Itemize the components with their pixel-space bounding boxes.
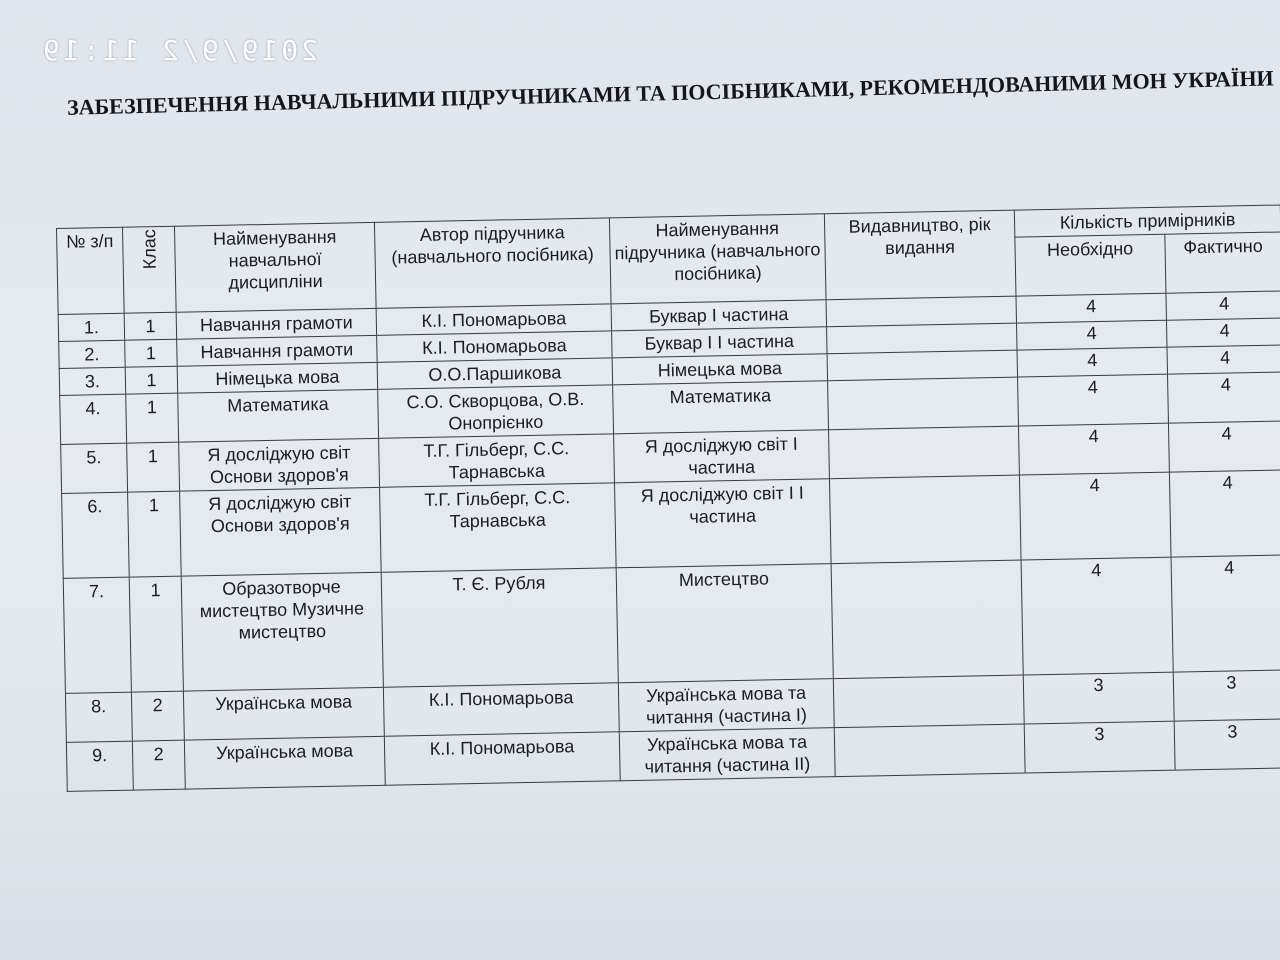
cell-discipline: Математика [178,389,379,442]
cell-discipline: Навчання грамоти [177,335,377,366]
cell-discipline: Образотворче мистецтво Музичне мистецтво [181,572,383,691]
cell-actual: 4 [1168,372,1280,423]
cell-num: 7. [63,577,131,693]
cell-actual: 4 [1168,421,1280,472]
cell-needed: 4 [1018,423,1169,475]
cell-needed: 3 [1023,672,1174,724]
cell-publisher [827,323,1017,354]
cell-publisher [826,296,1016,327]
textbook-table-wrapper [56,205,1280,792]
cell-needed: 4 [1017,320,1167,350]
cell-author: С.О. Скворцова, О.В. Онопрієнко [378,385,614,439]
cell-class: 1 [125,366,178,394]
cell-publisher [828,377,1019,430]
photo-timestamp: 2019/9/2 11:19 [40,34,319,67]
cell-textbook: Я досліджую світ І частина [614,430,830,483]
cell-num: 3. [59,367,126,395]
cell-needed: 4 [1016,293,1166,323]
cell-class: 1 [127,442,180,492]
header-textbook: Найменування підручника (навчального посібника) [609,214,826,304]
cell-author: Т. Є. Рубля [381,568,618,687]
cell-actual: 4 [1167,345,1280,374]
cell-needed: 3 [1024,721,1175,773]
header-author: Автор підручника (навчального посібника) [374,218,611,308]
cell-author: К.І. Пономарьова [383,683,619,737]
cell-actual: 4 [1169,470,1280,557]
cell-needed: 4 [1019,472,1171,560]
cell-actual: 4 [1171,555,1280,672]
cell-author: Т.Г. Гільберг, С.С. Тарнавська [379,434,615,488]
cell-author: К.І. Пономарьова [384,732,620,786]
cell-publisher [834,724,1025,777]
cell-class: 1 [124,312,177,340]
cell-num: 6. [62,492,130,578]
cell-class: 1 [128,491,182,577]
cell-publisher [831,560,1023,679]
cell-actual: 3 [1174,719,1280,770]
cell-num: 8. [65,692,132,742]
cell-num: 1. [58,313,125,341]
cell-publisher [833,675,1024,728]
cell-textbook: Я досліджую світ І І частина [614,479,831,568]
cell-class: 1 [126,393,179,443]
textbook-table [56,204,1280,791]
cell-discipline: Українська мова [184,736,385,789]
cell-num: 2. [59,340,126,368]
page-title: ЗАБЕЗПЕЧЕННЯ НАВЧАЛЬНИМИ ПІДРУЧНИКАМИ ТА ПОСІБНИКАМИ, РЕКОМЕНДОВАНИМИ МОН УКРАЇНИ [66,65,1274,120]
cell-author: О.О.Паршикова [377,358,612,390]
header-class [122,226,176,313]
cell-publisher [829,475,1021,564]
cell-discipline: Українська мова [183,687,384,740]
header-needed: Необхідно [1015,234,1166,296]
header-publisher: Видавництво, рік видання [824,210,1016,300]
cell-actual: 4 [1166,318,1280,347]
cell-discipline: Я досліджую світ Основи здоров'я [180,487,382,576]
cell-needed: 4 [1017,347,1167,377]
cell-class: 1 [125,339,178,367]
cell-num: 4. [60,394,127,444]
cell-publisher [827,350,1017,381]
cell-class: 2 [131,691,184,741]
cell-textbook: Українська мова та читання (частина І) [618,679,834,732]
cell-needed: 4 [1018,374,1169,426]
cell-discipline: Я досліджую світ Основи здоров'я [179,438,380,491]
cell-num: 9. [66,741,133,791]
header-actual: Фактично [1165,232,1280,293]
cell-author: Т.Г. Гільберг, С.С. Тарнавська [380,483,617,572]
header-class-label: Клас [138,229,160,270]
cell-discipline: Навчання грамоти [176,308,376,339]
cell-textbook: Математика [613,381,829,434]
cell-needed: 4 [1021,557,1173,675]
cell-author: К.І. Пономарьова [377,331,612,363]
cell-publisher [829,426,1020,479]
cell-textbook: Німецька мова [612,354,827,385]
cell-textbook: Буквар І І частина [612,327,827,358]
header-num: № з/п [57,227,125,314]
cell-textbook: Мистецтво [616,564,833,683]
cell-actual: 4 [1166,291,1280,320]
cell-actual: 3 [1173,670,1280,721]
header-quantity: Кількість примірників [1014,205,1280,237]
cell-discipline: Німецька мова [177,362,377,393]
cell-num: 5. [61,443,128,493]
cell-class: 2 [132,740,185,790]
cell-textbook: Буквар І частина [611,300,826,331]
cell-class: 1 [129,576,183,692]
header-discipline: Найменування навчальної дисципліни [174,222,376,312]
cell-textbook: Українська мова та читання (частина ІІ) [619,728,835,781]
cell-author: К.І. Пономарьова [376,304,611,336]
